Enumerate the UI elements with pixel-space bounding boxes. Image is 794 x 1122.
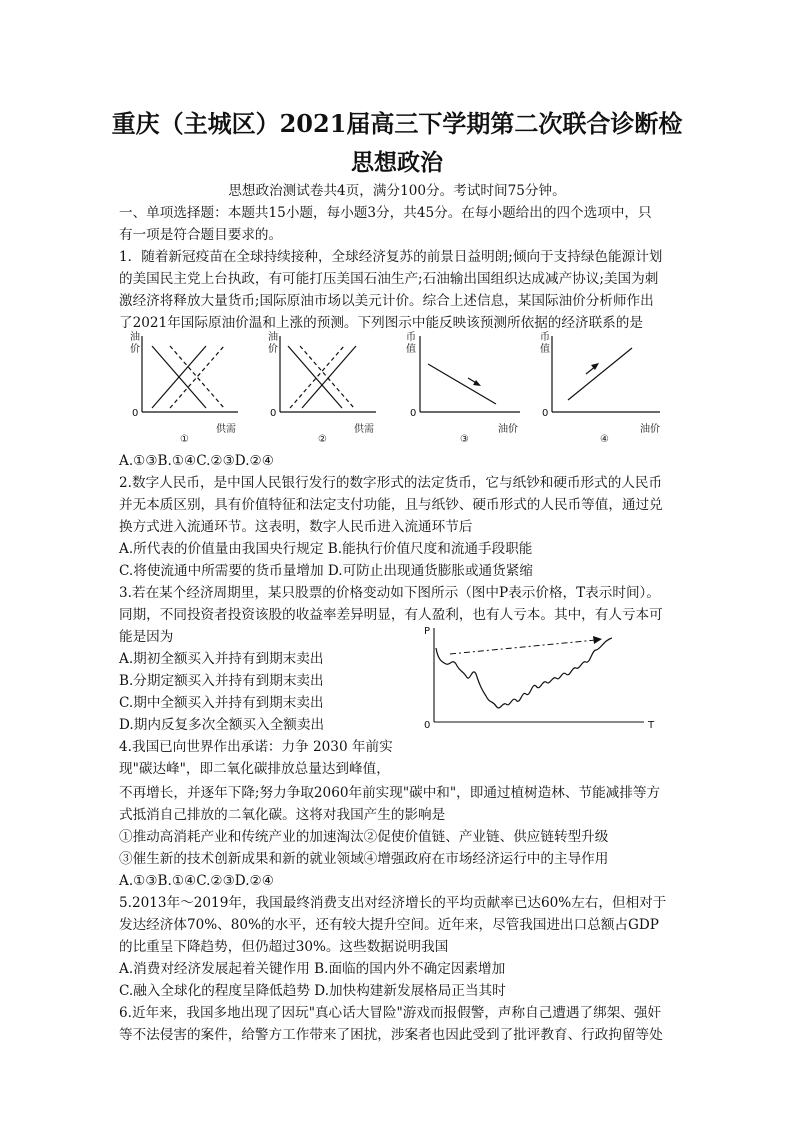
figure-1-origin: 0	[132, 408, 139, 419]
figure-3-origin: 0	[410, 408, 417, 419]
figure-2-supply-shifted	[290, 346, 344, 408]
figure-1-xlabel: 供需	[216, 424, 236, 435]
figure-2-caption: ②	[318, 434, 327, 445]
stock-price-chart	[416, 620, 656, 740]
section-heading-2: 有一项是符合题目要求的。	[119, 227, 283, 243]
q5-stem-3: 的比重呈下降趋势，但仍超过30%。这些数据说明我国	[119, 939, 449, 955]
figure-2-origin: 0	[270, 408, 277, 419]
subject-title: 思想政治	[351, 149, 443, 176]
q1-stem-1: 1．随着新冠疫苗在全球持续接种，全球经济复苏的前景日益明朗;倾向于支持绿色能源计划	[119, 249, 663, 265]
q3-option-d: D.期内反复多次全额买入全额卖出	[119, 717, 325, 733]
figure-4-caption: ④	[600, 434, 609, 445]
figure-3-arrow-head	[473, 380, 481, 386]
stock-chart-origin: 0	[424, 720, 431, 731]
figure-3-ylabel-1: 币	[406, 332, 416, 343]
q4-choice-12: ①推动高消耗产业和传统产业的加速淘汰②促使价值链、产业链、供应链转型升级	[119, 829, 609, 845]
figure-3	[398, 328, 528, 458]
stock-chart-trend-line	[450, 640, 596, 654]
q1-figures	[116, 328, 676, 456]
stock-chart-svg	[416, 620, 656, 740]
q4-options: A.①③B.①④C.②③D.②④	[119, 873, 274, 889]
q1-stem-2: 的美国民主党上台执政，有可能打压美国石油生产;石油输出国组织达成减产协议;美国为刺	[119, 271, 659, 287]
section-heading-1: 一、单项选择题：本题共15小题，每小题3分，共45分。在每小题给出的四个选项中，只	[119, 205, 652, 221]
stock-chart-ylabel: P	[424, 626, 431, 637]
figure-2-demand-line	[288, 346, 342, 408]
figure-1-svg	[120, 328, 250, 454]
figure-4-ylabel-2: 值	[540, 344, 550, 355]
figure-4-svg	[536, 328, 676, 454]
figure-3-svg	[398, 328, 528, 454]
q2-option-cd: C.将使流通中所需要的货币量增加 D.可防止出现通货膨胀或通货紧缩	[119, 563, 533, 579]
figure-3-trend-line	[428, 364, 496, 404]
q5-stem-2: 发达经济体70%、80%的水平，还有较大提升空间。近年来，尽管我国进出口总额占GDP	[119, 917, 659, 933]
figure-2-demand-shifted	[300, 346, 354, 408]
figure-2-svg	[258, 328, 388, 454]
figure-1	[120, 328, 250, 458]
q4-stem-4: 式抵消自己排放的二氧化碳。这将对我国产生的影响是	[119, 807, 446, 823]
stock-chart-trend-arrow	[593, 636, 602, 644]
figure-4-trend-line	[568, 348, 632, 400]
q4-stem-1: 4.我国已向世界作出承诺：力争 2030 年前实	[119, 739, 393, 755]
figure-2-supply-line	[302, 346, 356, 408]
figure-2-ylabel-1: 油	[268, 332, 278, 343]
q3-stem-1: 3.若在某个经济周期里，某只股票的价格变动如下图所示（图中P表示价格，T表示时间）。	[119, 585, 660, 601]
q2-option-ab: A.所代表的价值量由我国央行规定 B.能执行价值尺度和流通手段职能	[119, 541, 533, 557]
q3-stem-3: 能是因为	[119, 629, 174, 645]
q2-stem-3: 换方式进入流通环节。这表明，数字人民币进入流通环节后	[119, 519, 473, 535]
figure-4-xlabel: 油价	[640, 424, 660, 435]
page-title: 重庆（主城区）2021届高三下学期第二次联合诊断检	[111, 109, 683, 138]
q1-options: A.①③B.①④C.②③D.②④	[119, 453, 274, 469]
figure-2-ylabel-2: 价	[268, 344, 278, 355]
q3-option-b: B.分期定额买入并持有到期末卖出	[119, 673, 324, 689]
figure-1-ylabel-2: 价	[130, 344, 140, 355]
q6-stem-1: 6.近年来，我国多地出现了因玩"真心话大冒险"游戏而报假警，声称自己遭遇了绑架、强奸	[119, 1005, 662, 1021]
q3-option-a: A.期初全额买入并持有到期末卖出	[119, 651, 324, 667]
exam-intro: 思想政治测试卷共4页，满分100分。考试时间75分钟。	[228, 183, 566, 199]
figure-4-origin: 0	[542, 408, 549, 419]
q4-choice-34: ③催生新的技术创新成果和新的就业领域④增强政府在市场经济运行中的主导作用	[119, 851, 609, 867]
stock-chart-xlabel: T	[648, 720, 655, 731]
stock-chart-price-curve	[436, 638, 612, 708]
q6-stem-2: 等不法侵害的案件，给警方工作带来了困扰，涉案者也因此受到了批评教育、行政拘留等处	[119, 1027, 663, 1043]
figure-2-xlabel: 供需	[354, 424, 374, 435]
q1-stem-4: 了2021年国际原油价温和上涨的预测。下列图示中能反映该预测所依据的经济联系的是	[119, 315, 643, 331]
q5-option-cd: C.融入全球化的程度呈降低趋势 D.加快构建新发展格局正当其时	[119, 983, 506, 999]
q5-stem-1: 5.2013年～2019年，我国最终消费支出对经济增长的平均贡献率已达60%左右，但相对于	[119, 895, 667, 911]
figure-4	[536, 328, 676, 458]
q3-option-c: C.期中全额买入并持有到期末卖出	[119, 695, 324, 711]
figure-1-caption: ①	[180, 434, 189, 445]
figure-1-demand-shifted	[170, 346, 224, 408]
q4-stem-3: 不再增长，并逐年下降;努力争取2060年前实现"碳中和"，即通过植树造林、节能减排等方	[119, 785, 661, 801]
q1-stem-3: 激经济将释放大量货币;国际原油市场以美元计价。综合上述信息，某国际油价分析师作出	[119, 293, 654, 309]
q2-stem-2: 并无本质区别，具有价值特征和法定支付功能，且与纸钞、硬币形式的人民币等值，通过兑	[119, 497, 663, 513]
figure-1-ylabel-1: 油	[130, 332, 140, 343]
figure-1-supply-shifted	[170, 346, 224, 408]
figure-3-ylabel-2: 值	[406, 344, 416, 355]
q4-stem-2: 现"碳达峰"，即二氧化碳排放总量达到峰值，	[119, 761, 390, 777]
q5-option-ab: A.消费对经济发展起着关键作用 B.面临的国内外不确定因素增加	[119, 961, 506, 977]
figure-4-ylabel-1: 币	[540, 332, 550, 343]
figure-3-xlabel: 油价	[498, 424, 518, 435]
figure-2	[258, 328, 388, 458]
q3-stem-2: 同期，不同投资者投资该股的收益率差异明显，有人盈利，也有人亏本。其中，有人亏本可	[119, 607, 663, 623]
q2-stem-1: 2.数字人民币，是中国人民银行发行的数字形式的法定货币，它与纸钞和硬币形式的人民币	[119, 475, 663, 491]
figure-3-caption: ③	[460, 434, 469, 445]
